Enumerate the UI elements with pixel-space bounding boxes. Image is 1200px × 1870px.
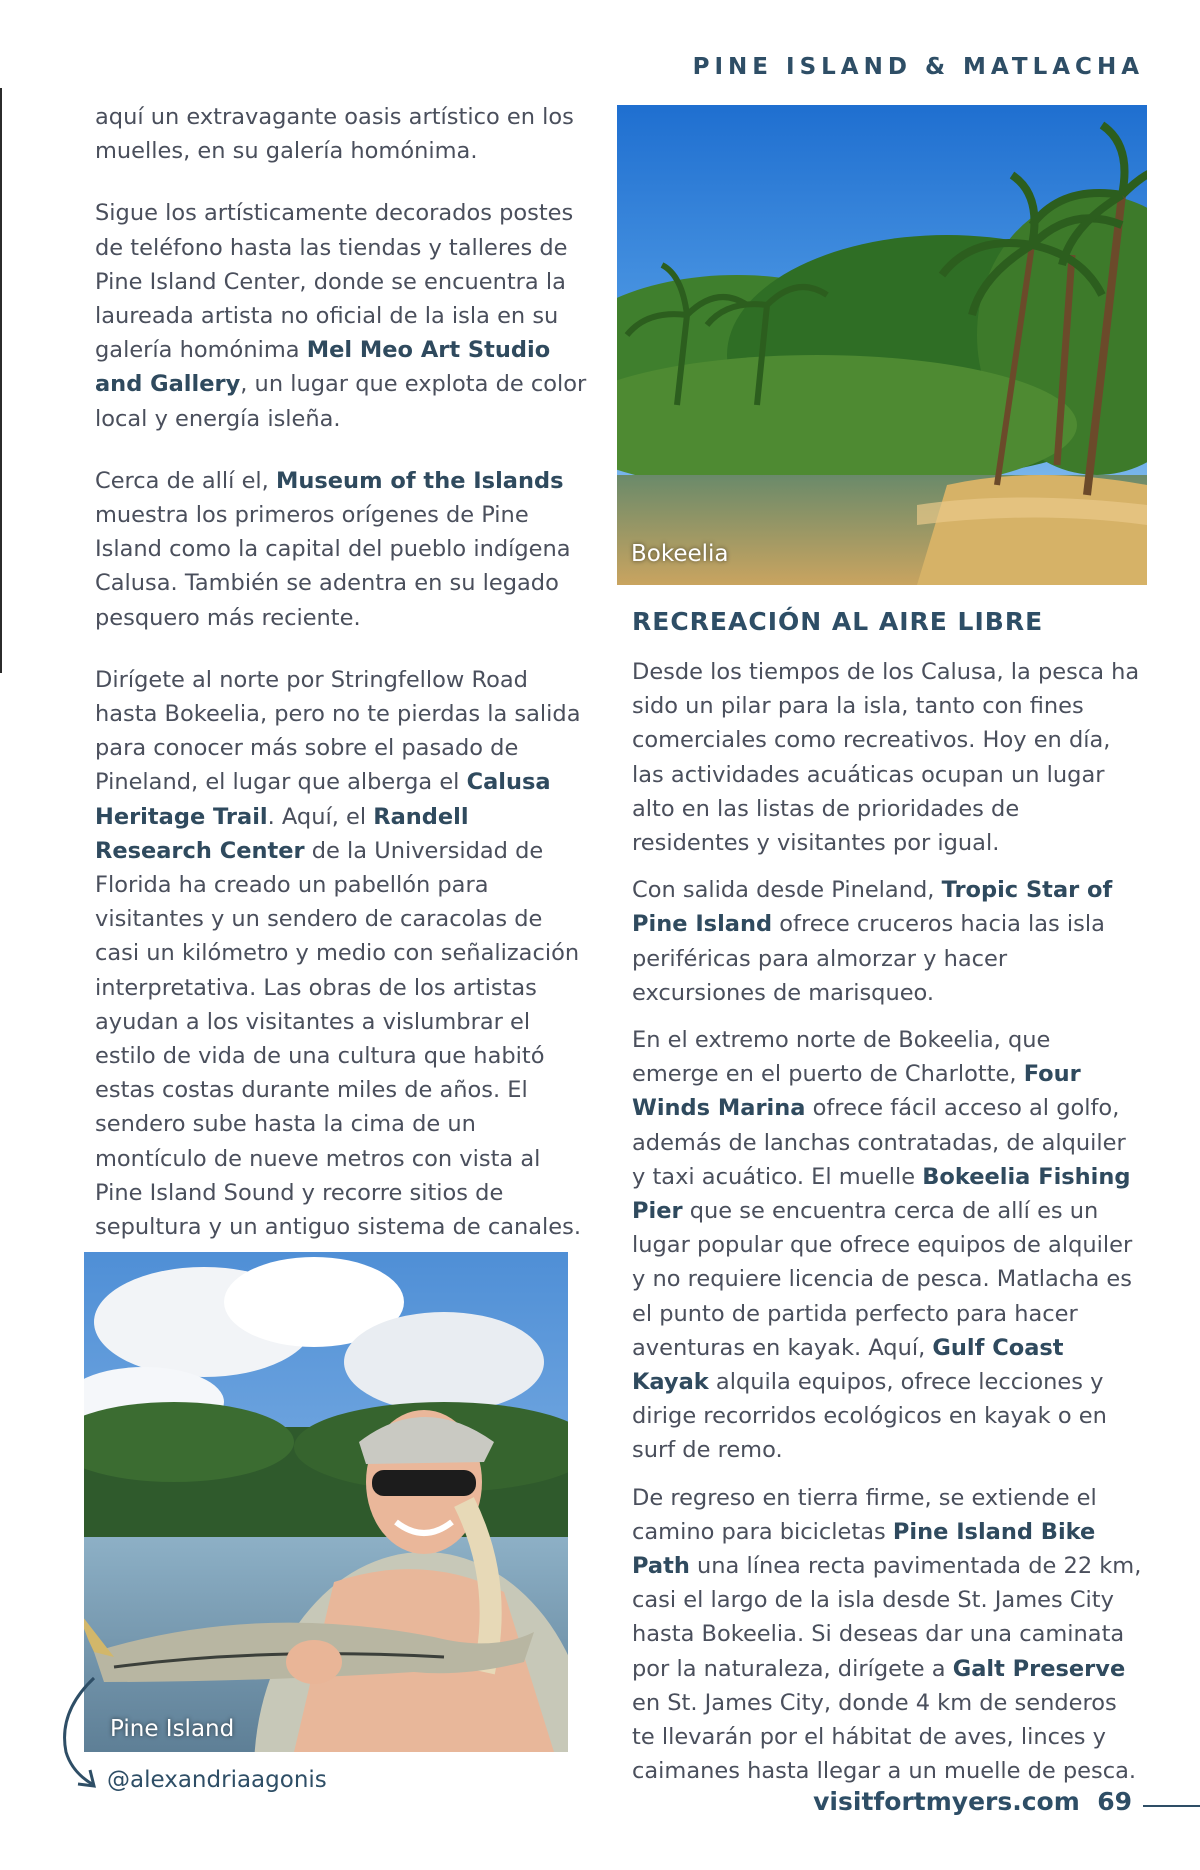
curved-arrow-icon (56, 1672, 106, 1792)
left-paragraph-3: Cerca de allí el, Museum of the Islands muestra los primeros orígenes de Pine Island como la capital del pueblo indígena Calusa. También se adentra en su legado pesquero más reciente. (95, 467, 571, 631)
right-paragraph-2: Con salida desde Pineland, Tropic Star of Pine Island ofrece cruceros hacia las isla periféricas para almorzar y hacer excursiones de marisqueo. (632, 877, 1113, 1006)
section-header: PINE ISLAND & MATLACHA (692, 54, 1144, 80)
right-column (632, 655, 1142, 1802)
section-title: RECREACIÓN AL AIRE LIBRE (632, 607, 1044, 636)
link-calusa-heritage-trail: Calusa Heritage Trail (95, 769, 551, 830)
photo-caption-pine-island: Pine Island (110, 1716, 235, 1742)
right-paragraph-4: De regreso en tierra firme, se extiende el camino para bicicletas Pine Island Bike Path una línea recta pavimentada de 22 km, casi el largo de la isla desde St. James City hasta Bokeelia. Si deseas dar una caminata por la naturaleza, dirígete a Galt Preserve en St. James City, donde 4 km de senderos te llevarán por el hábitat de aves, linces y caimanes hasta llegar a un muelle de pesca. (632, 1484, 1142, 1785)
photo-caption-bokeelia: Bokeelia (631, 541, 729, 567)
footer-site: visitfortmyers.com (813, 1787, 1080, 1816)
photo-credit: @alexandriaagonis (107, 1767, 327, 1793)
page-footer (813, 1787, 1132, 1816)
left-column (95, 100, 593, 1272)
link-mel-meo-art-studio: Mel Meo Art Studio and Gallery (95, 337, 551, 398)
link-galt-preserve: Galt Preserve (952, 1655, 1126, 1682)
left-paragraph-4: Dirígete al norte por Stringfellow Road hasta Bokeelia, pero no te pierdas la salida para conocer más sobre el pasado de Pineland, el lugar que alberga el Calusa Heritage Trail. Aquí, el Randell Research Center de la Universidad de Florida ha creado un pabellón para visitantes y un sendero de caracolas de casi un kilómetro y medio con señalización interpretativa. Las obras de los artistas ayudan a los visitantes a vislumbrar el estilo de vida de una cultura que habitó estas costas durante miles de años. El sendero sube hasta la cima de un montículo de nueve metros con vista al Pine Island Sound y recorre sitios de sepultura y un antiguo sistema de canales. (95, 666, 582, 1241)
right-paragraph-1: Desde los tiempos de los Calusa, la pesca ha sido un pilar para la isla, tanto con fines comerciales como recreativos. Hoy en día, las actividades acuáticas ocupan un lugar alto en las listas de prioridades de residentes y visitantes por igual. (632, 659, 1140, 857)
pine-island-image (84, 1252, 568, 1752)
link-bokeelia-fishing-pier: Bokeelia Fishing Pier (632, 1163, 1131, 1225)
link-gulf-coast-kayak: Gulf Coast Kayak (632, 1334, 1064, 1396)
link-pine-island-bike-path: Pine Island Bike Path (632, 1518, 1096, 1580)
bokeelia-image (617, 105, 1147, 585)
right-paragraph-3: En el extremo norte de Bokeelia, que emerge en el puerto de Charlotte, Four Winds Marina ofrece fácil acceso al golfo, además de lanchas contratadas, de alquiler y taxi acuático. El muelle Bokeelia Fishing Pier que se encuentra cerca de allí es un lugar popular que ofrece equipos de alquiler y no requiere licencia de pesca. Matlacha es el punto de partida perfecto para hacer aventuras en kayak. Aquí, Gulf Coast Kayak alquila equipos, ofrece lecciones y dirige recorridos ecológicos en kayak o en surf de remo. (632, 1027, 1133, 1464)
left-paragraph-2: Sigue los artísticamente decorados postes de teléfono hasta las tiendas y talleres de Pine Island Center, donde se encuentra la laureada artista no oficial de la isla en su galería homónima Mel Meo Art Studio and Gallery, un lugar que explota de color local y energía isleña. (95, 200, 587, 432)
link-four-winds-marina: Four Winds Marina (632, 1061, 1081, 1122)
link-randell-research-center: Randell Research Center (95, 803, 469, 864)
link-tropic-star: Tropic Star of Pine Island (632, 877, 1113, 938)
photo-bokeelia (617, 105, 1147, 585)
page-number: 69 (1097, 1787, 1132, 1816)
page-edge-rule (0, 88, 2, 673)
photo-pine-island (84, 1252, 568, 1752)
link-museum-of-the-islands: Museum of the Islands (276, 467, 564, 494)
footer-rule (1143, 1805, 1200, 1807)
left-paragraph-1: aquí un extravagante oasis artístico en los muelles, en su galería homónima. (95, 104, 574, 165)
